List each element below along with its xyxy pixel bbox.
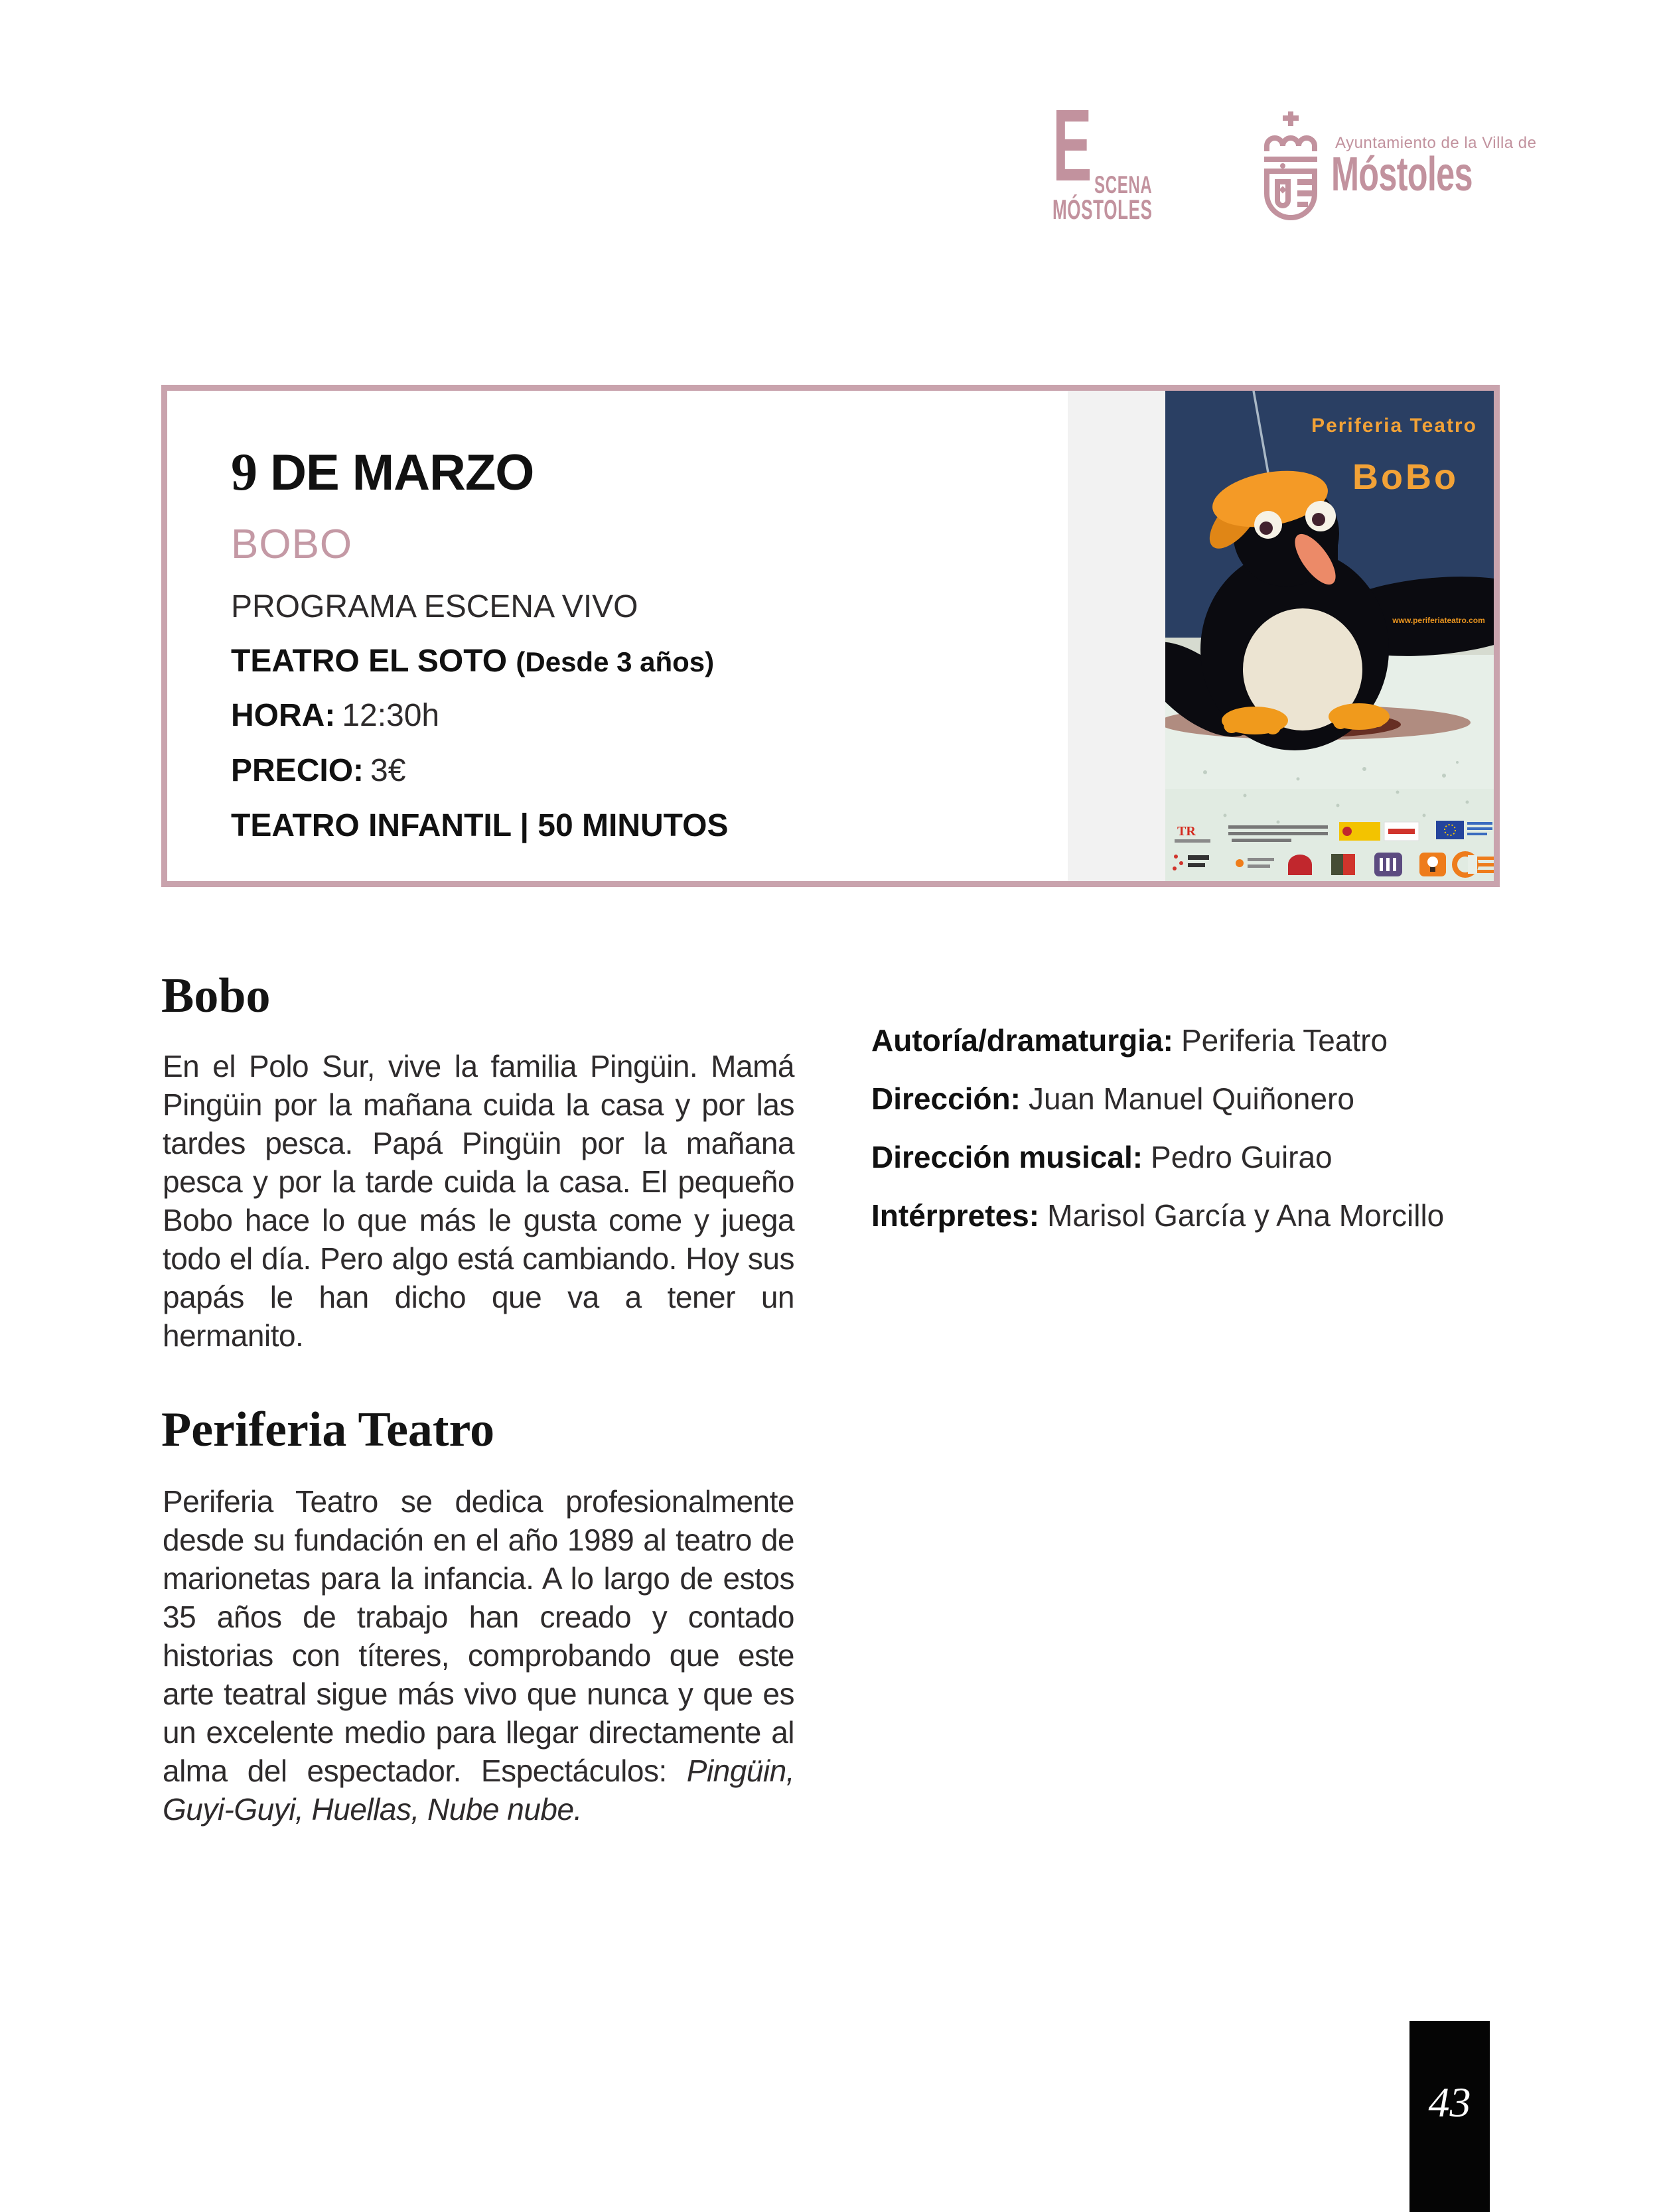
event-date-month: DE MARZO (257, 445, 534, 501)
company-paragraph (163, 1482, 794, 1829)
price-label: PRECIO: (231, 753, 364, 788)
event-program: PROGRAMA ESCENA VIVO (231, 589, 638, 624)
credit-authorship (871, 1024, 1444, 1056)
event-category: TEATRO INFANTIL | 50 MINUTOS (231, 808, 729, 843)
event-price (231, 752, 405, 789)
credit-label: Dirección: (871, 1081, 1021, 1116)
poster-title: BoBo (1352, 457, 1459, 497)
event-show-title: BOBO (231, 521, 353, 567)
ayuntamiento-wordmark: Móstoles (1331, 148, 1473, 201)
company-heading: Periferia Teatro (161, 1403, 495, 1458)
credit-value: Marisol García y Ana Morcillo (1047, 1198, 1445, 1233)
venue-name: TEATRO EL SOTO (231, 644, 508, 679)
poster-website-link: www.periferiateatro.com (1392, 616, 1485, 625)
event-date-number: 9 (231, 443, 257, 502)
shows-list: Pingüin, Guyi-Guyi, Huellas, Nube nube. (163, 1754, 794, 1827)
time-value: 12:30h (342, 698, 440, 733)
credit-direction (871, 1083, 1444, 1115)
svg-text:TR: TR (1177, 824, 1196, 839)
time-label: HORA: (231, 698, 336, 733)
escena-logo-initial: E (1052, 88, 1092, 202)
credit-musical-direction (871, 1141, 1444, 1173)
card-divider-strip (1068, 391, 1165, 881)
escena-logo-word1: SCENA (1094, 171, 1153, 198)
show-poster-image (1165, 391, 1494, 881)
event-time (231, 697, 439, 734)
credits-block (871, 1024, 1444, 1258)
credit-label: Dirección musical: (871, 1140, 1143, 1174)
credit-performers (871, 1200, 1444, 1231)
poster-company-label: Periferia Teatro (1311, 415, 1477, 437)
credit-value: Juan Manuel Quiñonero (1028, 1081, 1354, 1116)
mostoles-crest-icon (1258, 110, 1324, 222)
event-date (231, 443, 534, 503)
company-description: Periferia Teatro se dedica profesionalmente desde su fundación en el año 1989 al teatro de marionetas para la infancia. A lo largo de estos 35 años de trabajo han creado y contado historias con títeres, comprobando que este arte teatral sigue más vivo que nunca y que es un excelente medio para llegar directamente al alma del espectador. (163, 1484, 794, 1788)
ayuntamiento-pretitle: Ayuntamiento de la Villa de (1335, 134, 1537, 152)
page-number-tab (1409, 2021, 1490, 2212)
credit-label: Intérpretes: (871, 1198, 1040, 1233)
escena-mostoles-logo (1052, 88, 1159, 225)
price-value: 3€ (370, 753, 406, 788)
credit-label: Autoría/dramaturgia: (871, 1023, 1173, 1058)
page-number: 43 (1428, 2079, 1471, 2126)
escena-logo-word2: MÓSTOLES (1052, 194, 1153, 225)
shows-label: Espectáculos: (480, 1754, 667, 1788)
event-venue (231, 643, 714, 679)
synopsis-paragraph: En el Polo Sur, vive la familia Pingüin. Mamá Pingüin por la mañana cuida la casa y por las tardes pesca. Papá Pingüin por la mañana pesca y por la tarde cuida la casa. El pequeño Bobo hace lo que más le gusta come y juega todo el día. Pero algo está cambiando. Hoy sus papás le han dicho que va a tener un hermanito. (163, 1049, 794, 1353)
credit-value: Pedro Guirao (1151, 1140, 1333, 1174)
venue-age-note: (Desde 3 años) (516, 646, 715, 677)
synopsis-heading: Bobo (161, 969, 271, 1024)
event-card (161, 385, 1500, 887)
credit-value: Periferia Teatro (1181, 1023, 1388, 1058)
